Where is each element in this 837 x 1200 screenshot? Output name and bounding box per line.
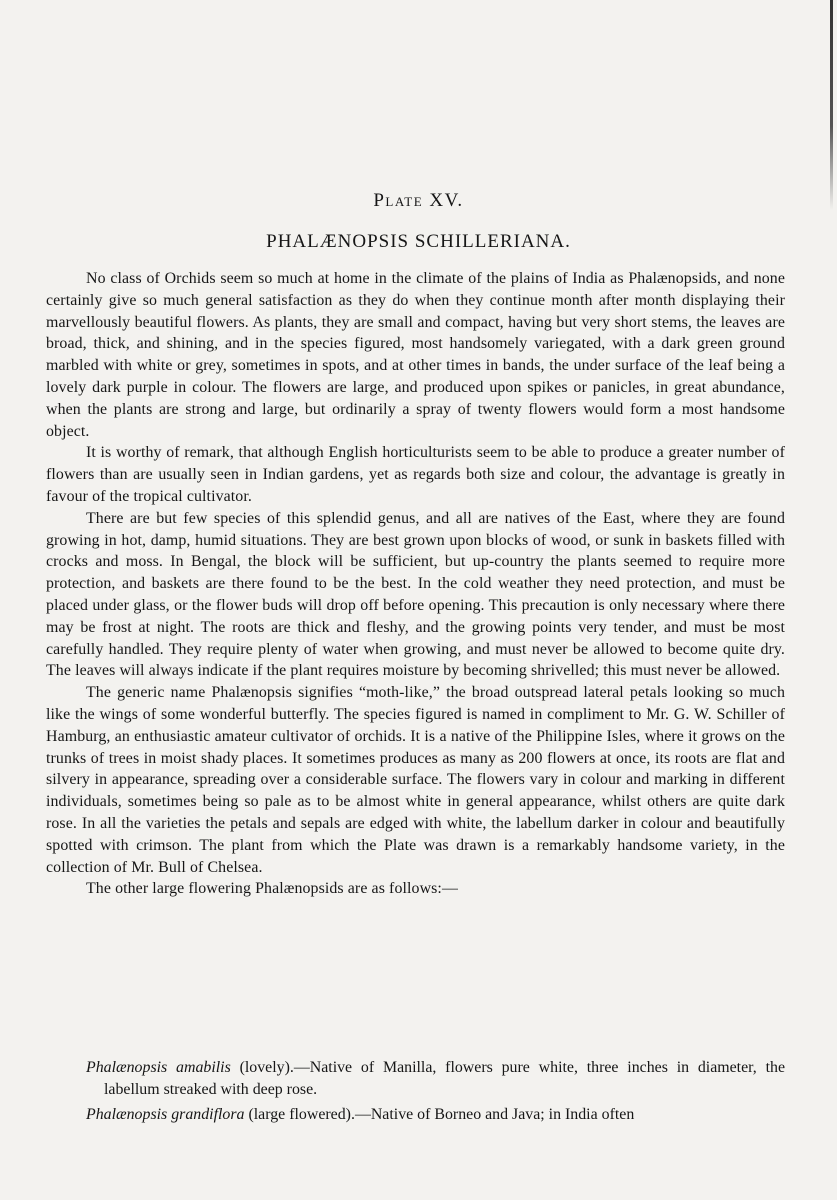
plate-title: PHALÆNOPSIS SCHILLERIANA. [266, 231, 571, 252]
paragraph: There are but few species of this splendid genus, and all are natives of the East, where they are found growing in hot, damp, humid situations. They are best grown upon blocks of wood, or sunk in baskets filled with crocks and moss. In Bengal, the block will be sufficient, but up-country the plants seemed to require more protection, and baskets are there found to be the best. In the cold weather they need protection, and must be placed under glass, or the flower buds will drop off before opening. This precaution is only necessary where there may be frost at night. The roots are thick and fleshy, and the growing points very tender, and must be most carefully handled. They require plenty of water when growing, and must never be allowed to become quite dry. The leaves will always indicate if the plant requires moisture by becoming shrivelled; this must never be allowed. [46, 509, 785, 680]
article-body [46, 268, 785, 902]
species-entry [86, 1057, 785, 1101]
paragraph: No class of Orchids seem so much at home in the climate of the plains of India as Phalænopsids, and none certainly give so much general satisfaction as they do when they continue month after month displaying their marvellously beautiful flowers. As plants, they are small and compact, having but very short stems, the leaves are broad, thick, and shining, and in the species figured, most handsomely variegated, with a dark green ground marbled with white or grey, sometimes in spots, and at other times in bands, the under surface of the leaf being a lovely dark purple in colour. The flowers are large, and produced upon spikes or panicles, in great abundance, when the plants are strong and large, but ordinarily a spray of twenty flowers would form a most handsome object. [46, 270, 785, 440]
species-entry [86, 1104, 785, 1126]
paragraph: The generic name Phalænopsis signifies “moth-like,” the broad outspread lateral petals looking so much like the wings of some wonderful butterfly. The species figured is named in compliment to Mr. G. W. Schiller of Hamburg, an enthusiastic amateur cultivator of orchids. It is a native of the Philippine Isles, where it grows on the trunks of trees in moist shady places. It sometimes produces as many as 200 flowers at once, its roots are flat and silvery in appearance, spreading over a considerable surface. The flowers vary in colour and marking in different individuals, sometimes being so pale as to be almost white in general appearance, whilst others are quite dark rose. In all the varieties the petals and sepals are edged with white, the labellum darker in colour and beautifully spotted with crimson. The plant from which the Plate was drawn is a remarkably handsome variety, in the collection of Mr. Bull of Chelsea. [46, 684, 785, 876]
species-description: (large flowered).—Native of Borneo and Java; in India often [244, 1105, 635, 1123]
species-name: Phalænopsis amabilis [86, 1059, 231, 1076]
list-intro-paragraph: The other large flowering Phalænopsids are as follows:— [86, 880, 458, 898]
species-name: Phalænopsis grandiflora [86, 1105, 245, 1123]
plate-number: Plate XV. [373, 190, 464, 211]
species-description: (lovely).—Native of Manilla, flowers pure white, three inches in diameter, the labellum streaked with deep rose. [104, 1059, 785, 1098]
page-edge-shadow [830, 0, 833, 210]
paragraph: It is worthy of remark, that although English horticulturists seem to be able to produce a greater number of flowers than are usually seen in Indian gardens, yet as regards both size and colour, the advantage is greatly in favour of the tropical cultivator. [46, 444, 785, 505]
species-list [86, 1057, 785, 1128]
